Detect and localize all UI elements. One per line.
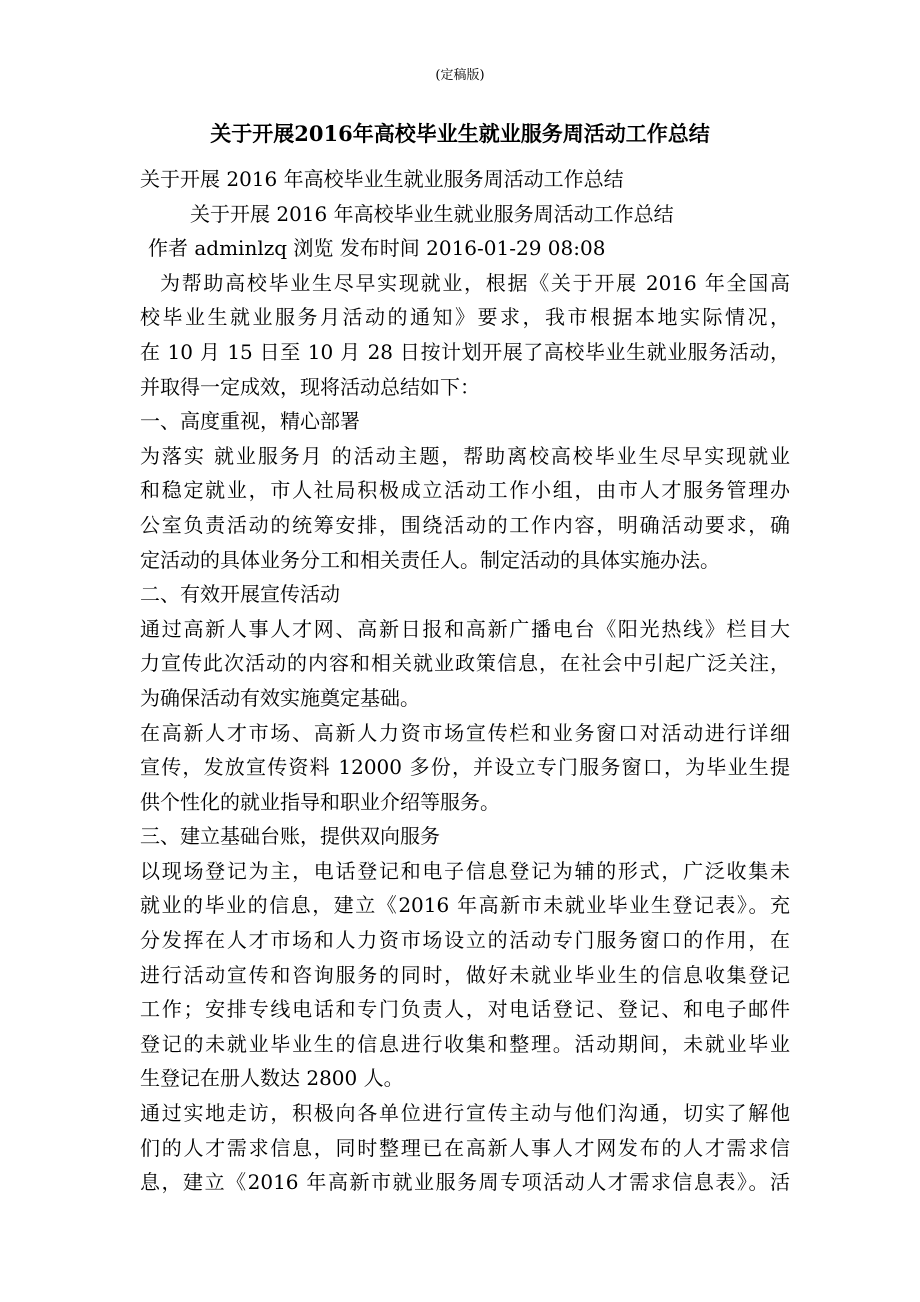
subtitle-line: 关于开展 2016 年高校毕业生就业服务周活动工作总结 [140, 167, 624, 191]
section-heading: 一、高度重视，精心部署 [140, 409, 360, 434]
document-body [140, 162, 790, 1200]
draft-mark: (定稿版) [435, 68, 485, 83]
paragraph-line: 登记的未就业毕业生的信息进行收集和整理。活动期间，未就业毕业 [140, 1031, 790, 1056]
section-2-paragraph-1 [140, 612, 790, 716]
paragraph-line: 供个性化的就业指导和职业介绍等服务。 [140, 789, 500, 814]
paragraph-line: 进行活动宣传和咨询服务的同时，做好未就业毕业生的信息收集登记 [140, 962, 790, 987]
paragraph-line: 在 10 月 15 日至 10 月 28 日按计划开展了高校毕业生就业服务活动， [140, 339, 790, 364]
section-3-paragraph-1 [140, 854, 790, 1096]
paragraph-line: 为帮助高校毕业生尽早实现就业，根据《关于开展 2016 年全国高 [160, 270, 790, 295]
paragraph-line: 生登记在册人数达 2800 人。 [140, 1066, 404, 1091]
paragraph-line: 分发挥在人才市场和人力资市场设立的活动专门服务窗口的作用，在 [140, 928, 790, 953]
paragraph-line: 们的人才需求信息，同时整理已在高新人事人才网发布的人才需求信 [140, 1135, 790, 1160]
paragraph-line: 定活动的具体业务分工和相关责任人。制定活动的具体实施办法。 [140, 547, 720, 572]
paragraph-line: 和稳定就业，市人社局积极成立活动工作小组，由市人才服务管理办 [140, 478, 790, 503]
paragraph-line: 为落实 就业服务月 的活动主题，帮助离校高校毕业生尽早实现就业 [140, 443, 790, 468]
paragraph-line: 为确保活动有效实施奠定基础。 [140, 685, 420, 710]
paragraph-line: 宣传，发放宣传资料 12000 多份，并设立专门服务窗口，为毕业生提 [140, 755, 790, 780]
author-meta-line: 作者 adminlzq 浏览 发布时间 2016-01-29 08:08 [148, 236, 606, 261]
subtitle-line-indented: 关于开展 2016 年高校毕业生就业服务周活动工作总结 [190, 201, 674, 226]
intro-paragraph [140, 266, 790, 404]
paragraph-line: 公室负责活动的统筹安排，围绕活动的工作内容，明确活动要求，确 [140, 512, 790, 537]
paragraph-line: 力宣传此次活动的内容和相关就业政策信息，在社会中引起广泛关注， [140, 651, 790, 676]
paragraph-line: 通过实地走访，积极向各单位进行宣传主动与他们沟通，切实了解他 [140, 1101, 790, 1126]
paragraph-line: 通过高新人事人才网、高新日报和高新广播电台《阳光热线》栏目大 [140, 616, 790, 641]
document-title: 关于开展2016年高校毕业生就业服务周活动工作总结 [210, 121, 710, 146]
paragraph-line: 工作；安排专线电话和专门负责人，对电话登记、登记、和电子邮件 [140, 997, 790, 1022]
paragraph-line: 就业的毕业的信息，建立《2016 年高新市未就业毕业生登记表》。充 [140, 893, 790, 918]
section-1-paragraph [140, 439, 790, 577]
paragraph-line: 校毕业生就业服务月活动的通知》要求，我市根据本地实际情况， [140, 305, 790, 330]
section-heading: 二、有效开展宣传活动 [140, 582, 340, 607]
paragraph-line: 并取得一定成效，现将活动总结如下： [140, 374, 480, 399]
paragraph-line: 以现场登记为主，电话登记和电子信息登记为辅的形式，广泛收集未 [140, 858, 790, 883]
section-heading: 三、建立基础台账，提供双向服务 [140, 824, 440, 849]
section-2-paragraph-2 [140, 716, 790, 820]
paragraph-line: 在高新人才市场、高新人力资市场宣传栏和业务窗口对活动进行详细 [140, 720, 790, 745]
section-3-paragraph-2 [140, 1096, 790, 1200]
paragraph-line: 息，建立《2016 年高新市就业服务周专项活动人才需求信息表》。活 [140, 1170, 790, 1195]
